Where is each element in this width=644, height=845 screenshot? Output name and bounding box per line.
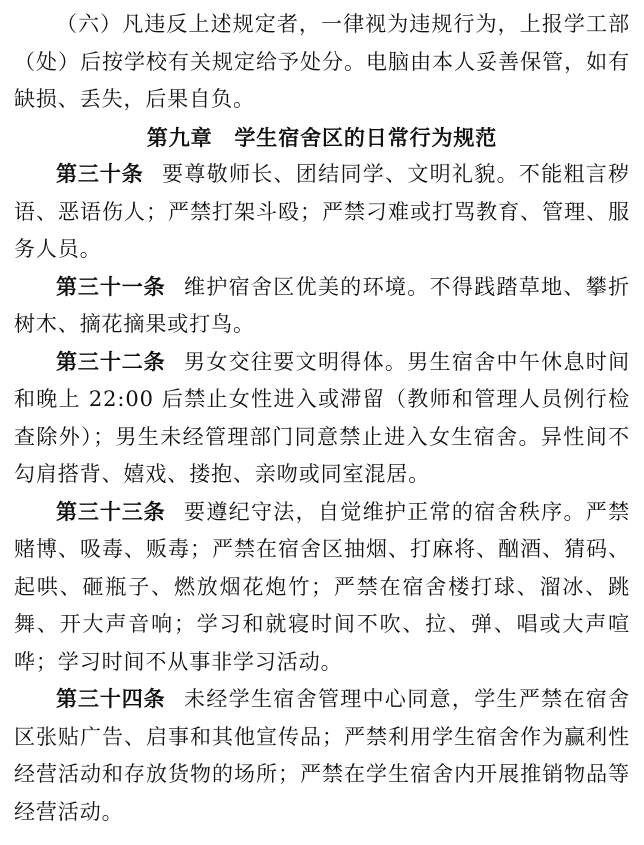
intro-paragraph: （六）凡违反上述规定者，一律视为违规行为，上报学工部（处）后按学校有关规定给予处分。电脑由本人妥善保管，如有缺损、丢失，后果自负。: [14, 12, 630, 111]
article-text: 要尊敬师长、团结同学、文明礼貌。不能粗言秽语、恶语伤人；严禁打架斗殴；严禁刁难或打骂教育、管理、服务人员。: [14, 162, 631, 261]
article-number: 第三十三条: [56, 499, 166, 524]
chapter-title: 第九章 学生宿舍区的日常行为规范: [146, 124, 498, 150]
article-text: 未经学生宿舍管理中心同意，学生严禁在宿舍区张贴广告、启事和其他宣传品；严禁利用学生宿舍作为赢利性经营活动和存放货物的场所；严禁在学生宿舍内开展推销物品等经营活动。: [14, 687, 631, 824]
article-text: 要遵纪守法，自觉维护正常的宿舍秩序。严禁赌博、吸毒、贩毒；严禁在宿舍区抽烟、打麻将、酗酒、猜码、起哄、砸瓶子、燃放烟花炮竹；严禁在宿舍楼打球、溜冰、跳舞、开大声音响；学习和就寝时间不吹、拉、弹、唱或大声喧哗；学习时间不从事非学习活动。: [14, 499, 631, 674]
article-32: [14, 344, 630, 494]
article-34: [14, 681, 630, 831]
article-number: 第三十四条: [56, 687, 166, 711]
article-31: [14, 269, 630, 344]
article-text: 维护宿舍区优美的环境。不得践踏草地、攀折树木、摘花摘果或打鸟。: [14, 274, 631, 336]
article-number: 第三十二条: [56, 349, 166, 374]
article-number: 第三十条: [56, 162, 144, 186]
article-text: 男女交往要文明得体。男生宿舍中午休息时间和晚上 22:00 后禁止女性进入或滞留（教师和管理人员例行检查除外）；男生未经管理部门同意禁止进入女生宿舍。异性间不勾肩搭背、嬉戏、搂抱、亲吻或同室混居。: [14, 349, 631, 486]
article-30: [14, 156, 630, 269]
article-33: [14, 494, 630, 682]
article-number: 第三十一条: [56, 274, 166, 299]
document-page: [14, 6, 630, 831]
